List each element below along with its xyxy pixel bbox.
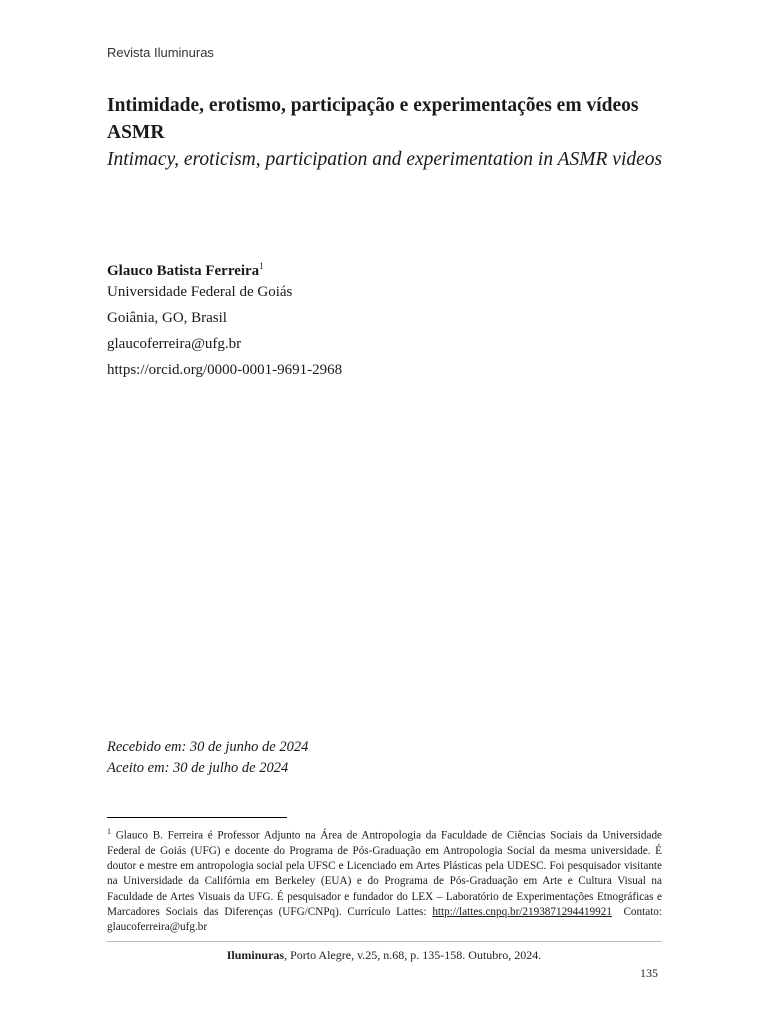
submission-dates <box>107 737 308 779</box>
author-footnote-marker[interactable]: 1 <box>259 261 264 271</box>
received-date: Recebido em: 30 de junho de 2024 <box>107 739 309 755</box>
accepted-date: Aceito em: 30 de julho de 2024 <box>107 760 289 776</box>
article-title: Intimidade, erotismo, participação e experimentações em vídeos ASMR <box>107 95 639 143</box>
author-name-line <box>107 256 342 282</box>
author-email[interactable]: glaucoferreira@ufg.br <box>107 336 242 352</box>
article-subtitle: Intimacy, eroticism, participation and experimentation in ASMR videos <box>107 149 663 170</box>
footnote-marker: 1 <box>107 827 111 836</box>
author-institution: Universidade Federal de Goiás <box>107 284 293 300</box>
contact-label: Contato: <box>623 905 663 918</box>
page-number: 135 <box>640 966 658 980</box>
footnote-text: Glauco B. Ferreira é Professor Adjunto na Área de Antropologia da Faculdade de Ciências Sociais da Universidade Federal de Goiás (UFG) e docente do Programa de Pós-Graduação em Antropologia Social da mesma universidade. É doutor e mestre em antropologia social pela UFSC e Licenciado em Artes Plásticas pela UDESC. Foi pesquisador visitante na Universidade da Califórnia em Berkeley (EUA) e do Programa de Pós-Graduação em Arte e Cultura Visual na Faculdade de Artes Visuais da UFG. É pesquisador e fundador do LEX – Laboratório de Experimentações Etnográficas e Marcadores Sociais das Diferenças (UFG/CNPq). Currículo Lattes: <box>107 829 663 918</box>
footnote <box>107 824 662 935</box>
author-name: Glauco Batista Ferreira <box>107 263 260 279</box>
footer-journal-name: Iluminuras <box>226 948 285 962</box>
author-block <box>107 256 342 386</box>
footer-citation-text: , Porto Alegre, v.25, n.68, p. 135-158. Outubro, 2024. <box>284 948 542 962</box>
author-location: Goiânia, GO, Brasil <box>107 310 227 326</box>
journal-header: Revista Iluminuras <box>107 45 214 60</box>
footer-divider <box>107 941 662 942</box>
contact-email[interactable]: glaucoferreira@ufg.br <box>107 920 208 933</box>
footnote-divider <box>107 817 287 818</box>
author-orcid-link[interactable]: https://orcid.org/0000-0001-9691-2968 <box>107 362 343 378</box>
footer-citation <box>0 948 768 963</box>
lattes-link[interactable]: http://lattes.cnpq.br/2193871294419921 <box>432 905 612 918</box>
